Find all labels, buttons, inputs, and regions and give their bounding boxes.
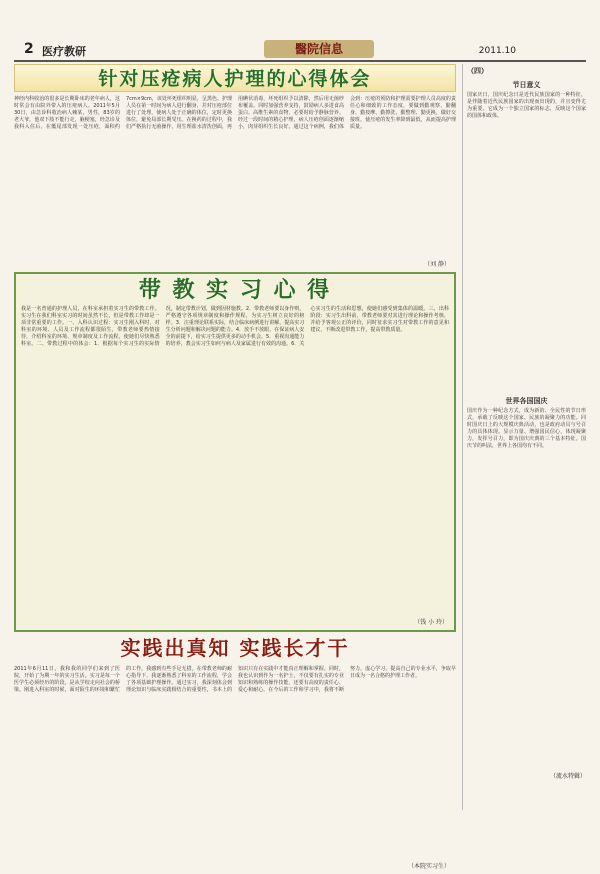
article-byline: （本院实习生） [407,863,450,870]
article-title: 实践出真知 实践长才干 [120,636,350,660]
page-number: 2 [24,41,34,57]
sidebar-source: （流水特辑） [549,773,586,780]
issue-date: 2011.10 [478,46,516,56]
sidebar [462,64,586,810]
masthead-logo: 醫院信息 [264,40,374,58]
section-name: 医疗教研 [42,45,86,58]
article-pressure-ulcer [14,64,456,270]
page-header [14,40,586,62]
sidebar-heading: 世界各国国庆 [505,397,548,405]
article-practice [14,634,456,874]
article-body: 我是一名普通的护理人员，在科室承担着实习生的带教工作。实习生在我们科室实习的时间虽然不长，但是带教工作却是一项非常重要的工作。一、入科认识过程：实习生刚入科时，对科室的环境、人员及工作流程都很陌生，带教老师要热情接待，介绍科室的环境、规章制度及工作流程，使她们尽快熟悉科室。二、带教过程中的体会：1．根据每个实习生的实际情况，制定带教计划，做到因材施教。2．带教老师要以身作则，严格遵守各项规章制度和操作规程，为实习生树立良好的榜样。3．注重理论联系实际，结合临床病例进行讲解，提高实习生分析问题和解决问题的能力。4．放手不放眼，在保证病人安全的前提下，给实习生提供更多的动手机会。5．重视沟通能力的培养，教会实习生如何与病人及家属进行有效的沟通。6．关心实习生的生活和思想，使她们感受到集体的温暖。三、出科阶段：实习生出科前，带教老师要对其进行理论和操作考核，并给予客观公正的评价，同时征求实习生对带教工作的意见和建议，不断改进带教工作，提高带教质量。 [21,306,449,347]
article-body: 2011年6月11日，我和我的同学们来到了医院，开始了为期一年的实习生活。实习是每一个医学生必须经历的阶段，是从学校走向社会的桥梁。刚进入科室的时候，面对陌生的环境和繁忙的工作，我感到有些手足无措。在带教老师的耐心指导下，我逐渐熟悉了科室的工作流程，学会了各项基础护理操作。通过实习，我深刻体会到理论知识与临床实践相结合的重要性，书本上的知识只有在实践中才能真正理解和掌握。同时，我也认识到作为一名护士，不仅要有扎实的专业知识和熟练的操作技能，还要有高度的责任心、爱心和耐心。在今后的工作和学习中，我将不断努力，虚心学习，提高自己的专业水平，争取早日成为一名合格的护理工作者。 [14,666,456,693]
article-byline: （刘 静） [424,261,450,268]
sidebar-heading: 节日意义 [512,81,541,89]
article-title: 带 教 实 习 心 得 [138,277,332,303]
sidebar-series: （四） [467,67,488,75]
sidebar-body: 国庆作为一种纪念方式，成为新的、全民性的节日形式，承载了反映这个国家、民族的凝聚力的功能。同时国庆日上的大规模庆典活动，也是政府动员与号召力的具体体现。显示力量、增强国民信心，体现凝聚力，发挥号召力，即为国庆庆典的三个基本特征。国庆节的叫法，世界上各国均有不同。 [467,408,586,449]
article-body: 神经内科收治的很多是长期卧床的老年病人，这时常会有由院外带入的压疮病人。2011年5月30日，由急诊科收治病人赖某，男性，83岁的老大爷，他双下肢不能行走，脑梗塞，经急诊及我科入住后，在骶尾部发现一处压疮，面积约7cm×9cm，该处坏死组织明显，呈黑色。护理人员在第一时间为病人进行翻身，并对压疮部位进行了处理，使病人处于正确的体位，定时更换体位，避免局部长期受压。在换药的过程中，我们严格执行无菌操作，用生理盐水清洗创面，再用碘伏消毒，坏死组织予以清除，然后用无菌纱布覆盖。同时加强营养支持，鼓励病人多进食高蛋白、高维生素的食物，必要时给予静脉营养。经过一段时间的精心护理，病人压疮创面逐渐缩小，肉芽组织生长良好。通过这个病例，我们体会到：压疮的预防和护理需要护理人员高度的责任心和细致的工作态度，要做到勤观察、勤翻身、勤按摩、勤擦洗、勤整理、勤更换，做好交接班，使压疮的发生率降到最低，从而提高护理质量。 [14,96,456,130]
sidebar-body: 国家庆日，国庆纪念日是近代民族国家的一种特征，是伴随着近代民族国家的出现而出现的，并且变得尤为重要。它成为一个独立国家的标志，反映这个国家的国体和政体。 [467,92,586,119]
article-title: 针对压疮病人护理的心得体会 [14,64,456,92]
article-teaching-experience [14,272,456,632]
article-byline: （钱 小 玲） [414,619,448,626]
